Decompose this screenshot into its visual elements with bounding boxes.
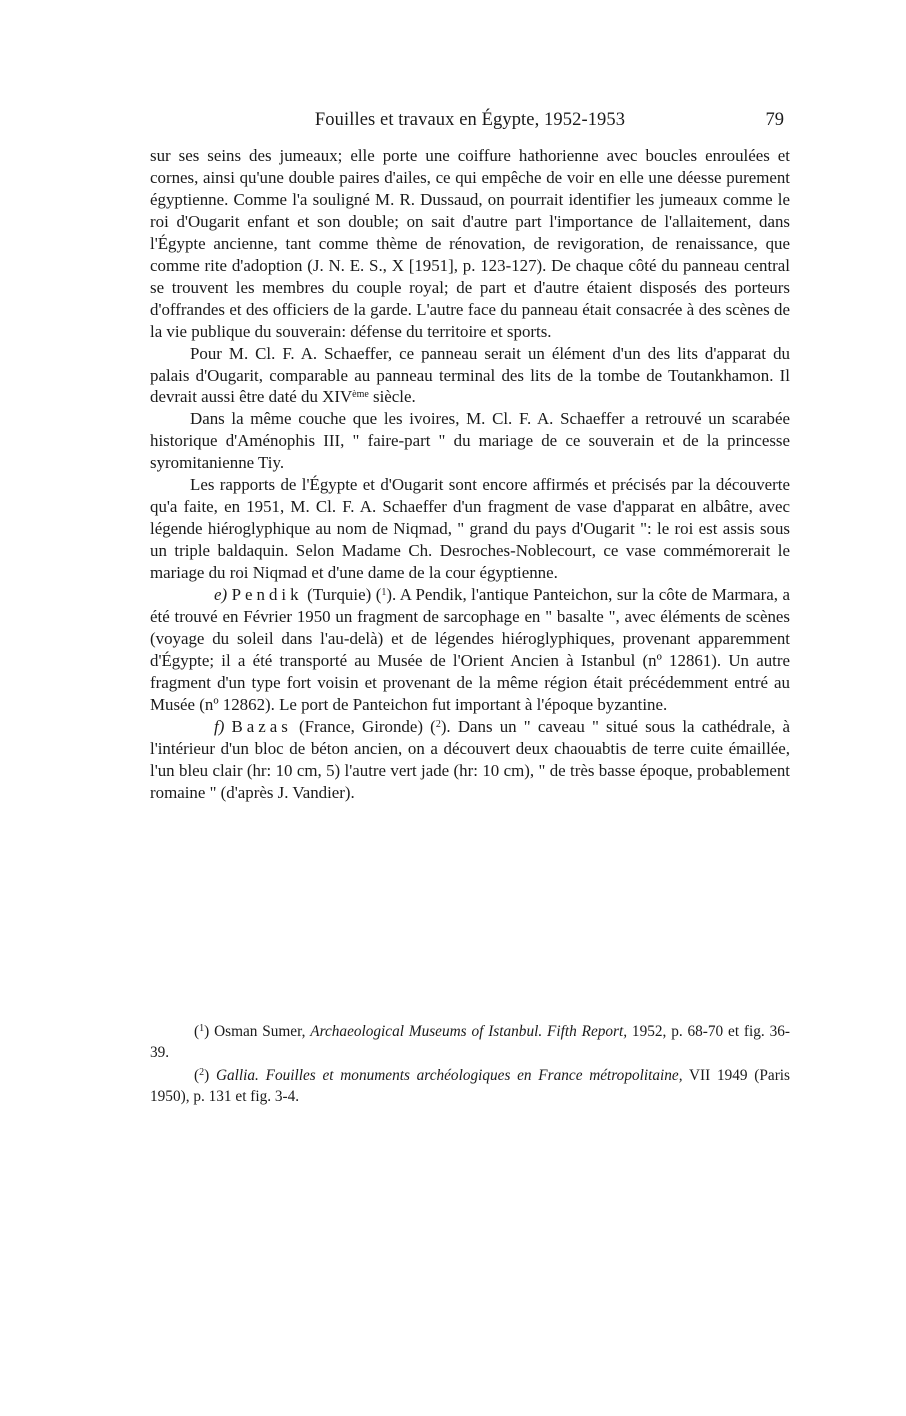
section-label: f) — [214, 716, 225, 736]
section-pendik — [150, 584, 790, 716]
paragraph-scarab: Dans la même couche que les ivoires, M. Cl. F. A. Schaeffer a retrouvé un scarabée historique d'Aménophis III, " faire-part " du mariage de ce souverain et de la princesse syromitanienne Tiy. — [150, 409, 790, 473]
section-place: Pendik — [231, 585, 303, 605]
footnote-mark: 1 — [199, 1023, 205, 1034]
footnote-text: VII 1949 (Paris 1950), p. 131 et fig. 3-4. — [150, 1067, 790, 1105]
section-label: e) — [214, 585, 228, 605]
footnote-ref: 2 — [435, 718, 441, 730]
footnote-1: ($^1$) Osman Sumer, Archaeological Museums of Istanbul. Fifth Report, 1952, p. 68-70 et fig. 36-39. — [150, 1023, 790, 1061]
body-text — [150, 145, 790, 804]
page-number: 79 — [765, 110, 784, 130]
running-title: Fouilles et travaux en Égypte, 1952-1953 — [314, 110, 626, 130]
paragraph-text: siècle. — [368, 387, 416, 407]
section-text: (Turquie) ( — [302, 585, 382, 605]
footnote-title: Archaeological Museums of Istanbul. Fifth Report, — [310, 1023, 628, 1040]
footnote-2: ($^2$) Gallia. Fouilles et monuments archéologiques en France métropolitaine, VII 1949 (Paris 1950), p. 131 et fig. 3-4. — [150, 1067, 790, 1105]
footnotes — [150, 1021, 790, 1107]
section-bazas — [150, 716, 790, 804]
section-text: (France, Gironde) ( — [291, 716, 436, 736]
section-text: ). A Pendik, l'antique Panteichon, sur la côte de Marmara, a été trouvé en Février 1950 un fragment de sarcophage en " basalte ", avec éléments de scènes (voyage du soleil dans l'au-delà) et de légendes hiéroglyphiques, provenant apparemment d'Égypte; il a été transporté au Musée de l'Orient Ancien à Istanbul (nº 12861). Un autre fragment d'un type fort voisin et provenant de la même région était précédemment entré au Musée (nº 12862). Le port de Panteichon fut important à l'époque byzantine. — [150, 585, 790, 714]
paragraph-schaeffer-panel — [150, 343, 790, 409]
footnote-title: Gallia. Fouilles et monuments archéologiques en France métropolitaine, — [209, 1067, 683, 1084]
superscript: ème — [352, 389, 369, 401]
footnote-mark: 2 — [199, 1067, 205, 1078]
paragraph-text: Pour M. Cl. F. A. Schaeffer, ce panneau serait un élément d'un des lits d'apparat du palais d'Ougarit, comparable au panneau terminal des lits de la tombe de Toutankhamon. Il devrait aussi être daté du XIV — [150, 343, 790, 407]
footnote-ref: 1 — [381, 587, 387, 599]
footnote-text: 1952, p. 68-70 et fig. 36-39. — [150, 1023, 790, 1061]
paragraph-niqmad-vase: Les rapports de l'Égypte et d'Ougarit sont encore affirmés et précisés par la découverte qu'a faite, en 1951, M. Cl. F. A. Schaeffer d'un fragment de vase d'apparat en albâtre, avec légende hiéroglyphique au nom de Niqmad, " grand du pays d'Ougarit ": le roi est assis sous un triple baldaquin. Selon Madame Ch. Desroches-Noblecourt, ce vase commémorerait le mariage du roi Niqmad et d'une dame de la cour égyptienne. — [150, 475, 790, 583]
paragraph-continuation: sur ses seins des jumeaux; elle porte une coiffure hathorienne avec boucles enroulées et cornes, ainsi qu'une double paires d'ailes, ce qui empêche de voir en elle une déesse purement égyptienne. Comme l'a souligné M. R. Dussaud, on pourrait identifier les jumeaux comme le roi d'Ougarit enfant et son double; on sait d'autre part l'importance de l'allaitement, dans l'Égypte ancienne, tant comme thème de rénovation, de revigoration, de renaissance, que comme rite d'adoption (J. N. E. S., X [1951], p. 123-127). De chaque côté du panneau central se trouvent les membres du couple royal; de part et d'autre étaient disposés des porteurs d'offrandes et des officiers de la garde. L'autre face du panneau était consacrée à des scènes de la vie publique du souverain: défense du territoire et sports. — [150, 146, 790, 341]
section-place: Bazas — [231, 716, 292, 736]
section-text: ). Dans un " caveau " situé sous la cathédrale, à l'intérieur d'un bloc de béton ancien, on a découvert deux chaouabtis de terre cuite émaillée, l'un bleu clair (hr: 10 cm, 5) l'autre vert jade (hr: 10 cm), " de très basse époque, probablement romaine " (d'après J. Vandier). — [150, 716, 790, 802]
running-head — [150, 110, 790, 134]
footnote-text: Osman Sumer, — [209, 1023, 311, 1040]
